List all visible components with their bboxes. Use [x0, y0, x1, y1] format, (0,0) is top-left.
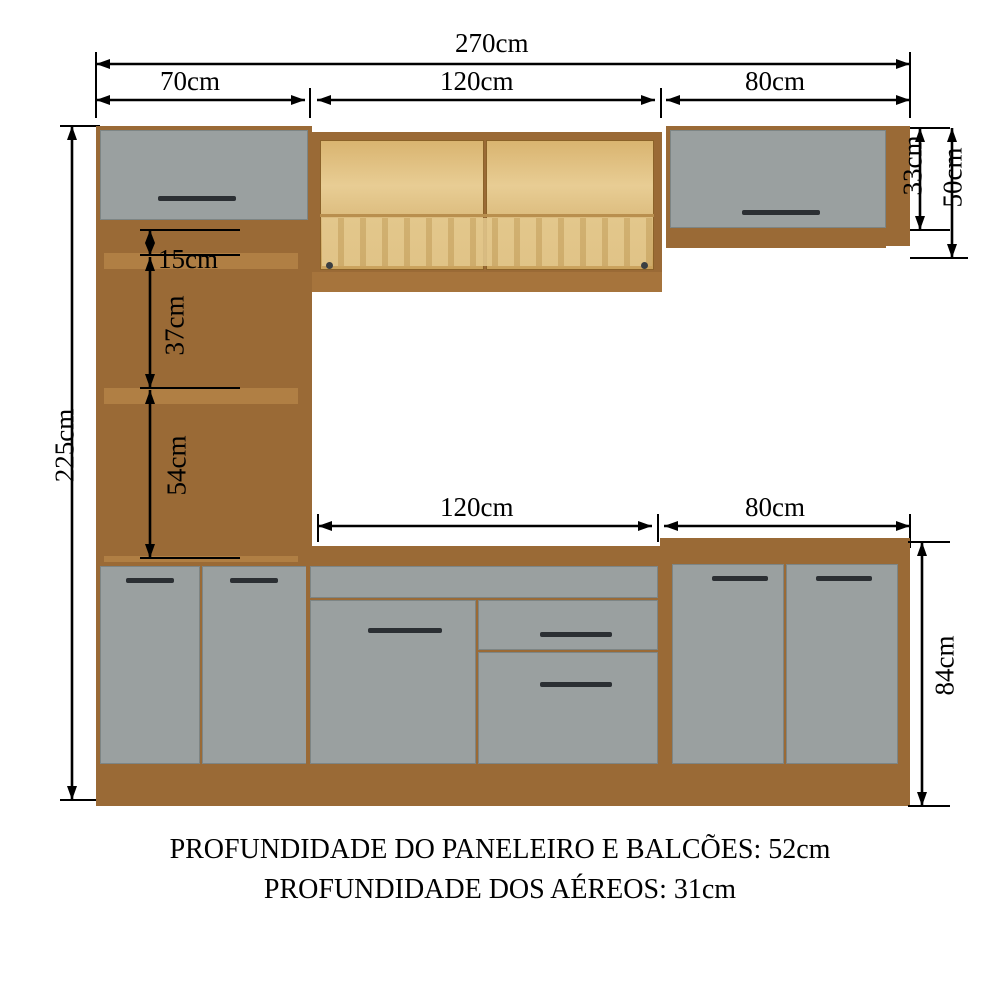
base-center-plinth: [306, 768, 662, 806]
base-left-door-1-handle[interactable]: [126, 578, 174, 583]
dim-bottom-120: 120cm: [440, 492, 514, 522]
dim-base-height-84: 84cm: [929, 635, 960, 696]
glass-cabinet-knob-right[interactable]: [641, 262, 648, 269]
base-left-door-2-handle[interactable]: [230, 578, 278, 583]
glass-cabinet-bottom-rail: [312, 272, 662, 292]
base-right-plinth: [660, 768, 910, 806]
base-center-door-handle[interactable]: [368, 628, 442, 633]
dim-top-70: 70cm: [160, 66, 220, 96]
base-right-door-2-handle[interactable]: [816, 576, 872, 581]
upper-right-bottom: [666, 228, 886, 248]
glass-cabinet-contents: [322, 218, 652, 266]
glass-cabinet-shelf-line: [320, 214, 654, 217]
upper-right-door-handle[interactable]: [742, 210, 820, 215]
base-right-door-1[interactable]: [672, 564, 784, 764]
base-center-worktop: [306, 546, 662, 562]
dim-top-80: 80cm: [745, 66, 805, 96]
upper-left-door[interactable]: [100, 130, 308, 220]
dim-top-120: 120cm: [440, 66, 514, 96]
base-right-door-2[interactable]: [786, 564, 898, 764]
base-center-drawer-2[interactable]: [478, 652, 658, 764]
base-center-drawer-1-handle[interactable]: [540, 632, 612, 637]
base-left-door-1[interactable]: [100, 566, 200, 764]
dim-total-height: 225cm: [49, 408, 80, 483]
base-center-top-panel: [310, 566, 658, 598]
base-left-door-2[interactable]: [202, 566, 308, 764]
dim-gap-37: 37cm: [159, 295, 190, 356]
dim-gap-15: 15cm: [158, 244, 218, 274]
upper-left-door-handle[interactable]: [158, 196, 236, 201]
top-dimension-lines: [0, 0, 1000, 130]
base-center-drawer-1[interactable]: [478, 600, 658, 650]
dim-total-width: 270cm: [455, 28, 529, 58]
base-left-plinth: [96, 768, 312, 806]
base-center-door[interactable]: [310, 600, 476, 764]
caption-line-2: PROFUNDIDADE DOS AÉREOS: 31cm: [263, 874, 737, 905]
base-right-worktop: [660, 538, 910, 560]
dim-upper-right-33: 33cm: [897, 135, 928, 196]
dim-gap-54: 54cm: [161, 435, 192, 496]
dim-bottom-80: 80cm: [745, 492, 805, 522]
base-right-door-1-handle[interactable]: [712, 576, 768, 581]
base-center-drawer-2-handle[interactable]: [540, 682, 612, 687]
caption-line-1: PROFUNDIDADE DO PANELEIRO E BALCÕES: 52cm: [169, 834, 831, 865]
dim-upper-right-50: 50cm: [937, 147, 968, 208]
